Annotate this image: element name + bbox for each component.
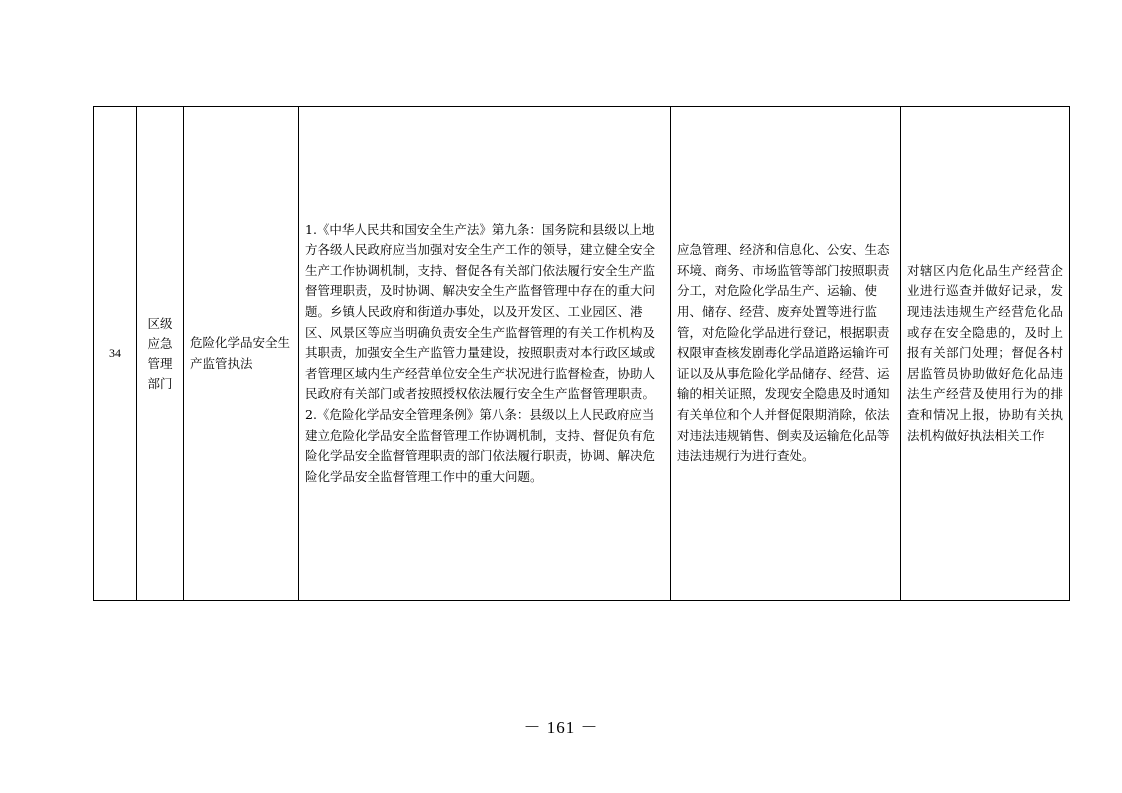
responsibility-text: 对辖区内危化品生产经营企业进行巡查并做好记录，发现违法违规生产经营危化品或存在安全隐患的，及时上报有关部门处理；督促各村居监管员协助做好危化品违法生产经营及使用行为的排查和情况上报，协助有关执法机构做好执法相关工作 [907, 262, 1063, 443]
legal-basis-paragraph: 2.《危险化学品安全管理条例》第八条：县级以上人民政府应当建立危险化学品安全监督管理工作协调机制，支持、督促负有危险化学品安全监督管理职责的部门依法履行职责，协调、解决危险化学品安全监督管理工作中的重大问题。 [305, 406, 656, 484]
department-duty-cell: 应急管理、经济和信息化、公安、生态环境、商务、市场监管等部门按照职责分工，对危险化学品生产、运输、使用、储存、经营、废弃处置等进行监管，对危险化学品进行登记，根据职责权限审查核发剧毒化学品道路运输许可证以及从事危险化学品储存、经营、运输的相关证照，发现安全隐患及时通知有关单位和个人并督促限期消除，依法对违法违规销售、倒卖及运输危化品等违法违规行为进行查处。 [671, 107, 901, 601]
page-number: － 161 － [523, 718, 599, 737]
duty-table [93, 106, 1070, 601]
item-cell: 危险化学品安全生产监管执法 [184, 107, 299, 601]
table-row [94, 107, 1070, 601]
department-cell: 区级应急管理部门 [137, 107, 184, 601]
responsibility-cell [901, 107, 1070, 601]
legal-basis-paragraph: 1.《中华人民共和国安全生产法》第九条：国务院和县级以上地方各级人民政府应当加强对安全生产工作的领导，建立健全安全生产工作协调机制，支持、督促各有关部门依法履行安全生产监督管理职责，及时协调、解决安全生产监督管理中存在的重大问题。乡镇人民政府和街道办事处，以及开发区、工业园区、港区、风景区等应当明确负责安全生产监督管理的有关工作机构及其职责，加强安全生产监管力量建设，按照职责对本行政区域或者管理区域内生产经营单位安全生产状况进行监督检查，协助人民政府有关部门或者按照授权依法履行安全生产监督管理职责。 [305, 221, 656, 402]
row-number: 34 [94, 107, 137, 601]
legal-basis-cell [299, 107, 671, 601]
